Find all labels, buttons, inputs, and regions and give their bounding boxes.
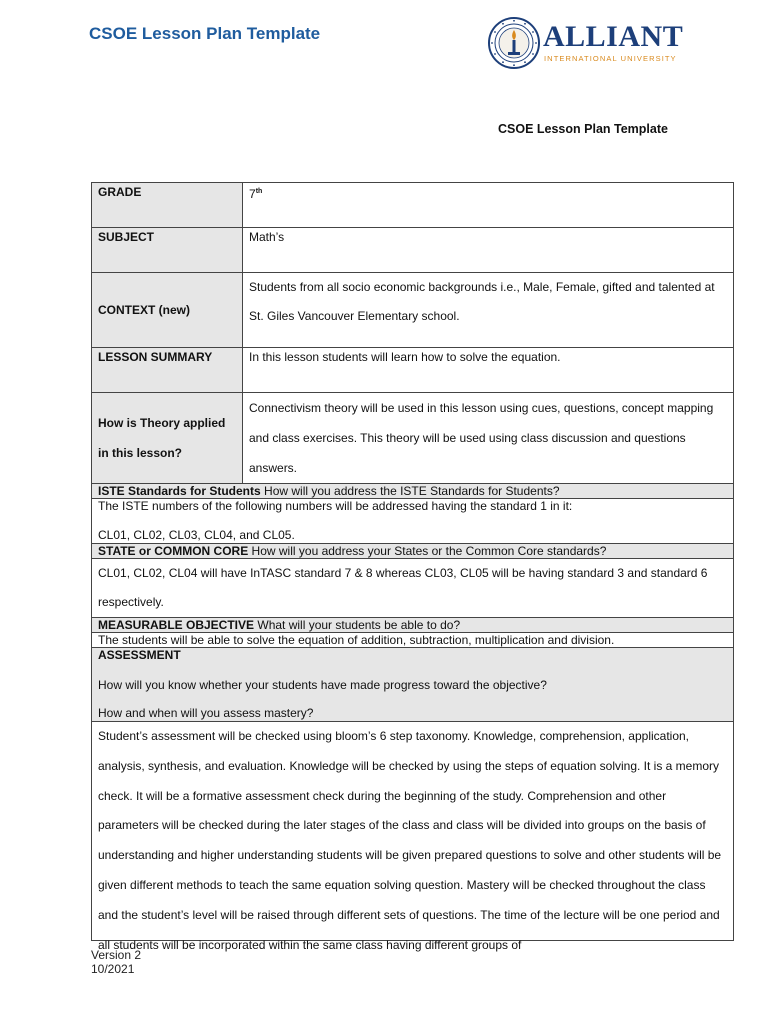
iste-label: ISTE Standards for Students: [98, 484, 261, 498]
iste-header-row: [92, 484, 734, 499]
context-label: CONTEXT (new): [92, 273, 243, 348]
grade-suffix: th: [255, 188, 263, 195]
objective-body-row: [92, 633, 734, 648]
summary-row: [92, 348, 734, 393]
assessment-question-2: How and when will you assess mastery?: [98, 706, 314, 720]
assessment-text: Student’s assessment will be checked using bloom’s 6 step taxonomy. Knowledge, comprehension, application, analysis, synthesis, and evaluation. Knowledge will be checked by using the steps of equation solving. It is a memory check. It will be a formative assessment check during the beginning of the study. Comprehension and other parameters will be checked during the later stages of the class and class will be divided into groups on the basis of understanding and higher understanding students will be given prepared questions to solve and other students will be given different methods to teach the same equation solving question. Mastery will be checked throughout the class and the student’s level will be raised through different sets of questions. The time of the lecture will be one period and all students will be incorporated within the same class having different groups of: [98, 729, 722, 952]
objective-value: The students will be able to solve the equation of addition, subtraction, multiplication and division.: [92, 633, 734, 648]
university-seal-icon: [487, 16, 541, 70]
context-value: Students from all socio economic backgrounds i.e., Male, Female, gifted and talented at St. Giles Vancouver Elementary school.: [243, 273, 734, 348]
context-row: [92, 273, 734, 348]
grade-value: [243, 183, 734, 228]
assessment-value: [92, 722, 734, 952]
summary-label: LESSON SUMMARY: [92, 348, 243, 393]
header-title: CSOE Lesson Plan Template: [89, 24, 321, 43]
objective-prompt: What will your students be able to do?: [254, 618, 461, 632]
document-title: CSOE Lesson Plan Template: [498, 122, 668, 136]
subject-value: Math’s: [243, 228, 734, 273]
footer-version: Version 2: [91, 948, 142, 962]
state-header: [92, 544, 734, 559]
objective-header: [92, 618, 734, 633]
state-value: CL01, CL02, CL04 will have InTASC standard 7 & 8 whereas CL03, CL05 will be having standard 3 and standard 6 respectively.: [92, 559, 734, 618]
theory-value: Connectivism theory will be used in this lesson using cues, questions, concept mapping and class exercises. This theory will be used using class discussion and questions answers.: [243, 393, 734, 484]
state-label: STATE or COMMON CORE: [98, 544, 249, 558]
iste-line-2: CL01, CL02, CL03, CL04, and CL05.: [98, 528, 295, 542]
iste-body: [92, 499, 734, 544]
assessment-header-row: [92, 648, 734, 722]
objective-header-row: [92, 618, 734, 633]
assessment-header: [92, 648, 734, 722]
iste-body-row: [92, 499, 734, 544]
state-prompt: How will you address your States or the Common Core standards?: [248, 544, 607, 558]
footer: [91, 948, 141, 976]
iste-header: [92, 484, 734, 499]
assessment-body-row: [92, 722, 734, 941]
iste-prompt: How will you address the ISTE Standards for Students?: [260, 484, 560, 498]
grade-row: [92, 183, 734, 228]
theory-row: [92, 393, 734, 484]
logo-subtext: INTERNATIONAL UNIVERSITY: [544, 54, 677, 63]
assessment-question-1: How will you know whether your students have made progress toward the objective?: [98, 678, 547, 692]
grade-label: GRADE: [92, 183, 243, 228]
assessment-label: ASSESSMENT: [98, 648, 181, 662]
theory-label: How is Theory applied in this lesson?: [92, 393, 243, 484]
subject-row: [92, 228, 734, 273]
logo-wordmark: ALLIANT: [543, 20, 684, 53]
footer-date: 10/2021: [91, 962, 135, 976]
summary-value: In this lesson students will learn how to solve the equation.: [243, 348, 734, 393]
subject-label: SUBJECT: [92, 228, 243, 273]
iste-line-1: The ISTE numbers of the following numbers will be addressed having the standard 1 in it:: [98, 499, 573, 513]
state-body-row: [92, 559, 734, 618]
alliant-logo: [487, 16, 692, 72]
lesson-plan-table: [91, 182, 734, 952]
state-header-row: [92, 544, 734, 559]
objective-label: MEASURABLE OBJECTIVE: [98, 618, 255, 632]
grade-number: 7: [249, 187, 256, 201]
